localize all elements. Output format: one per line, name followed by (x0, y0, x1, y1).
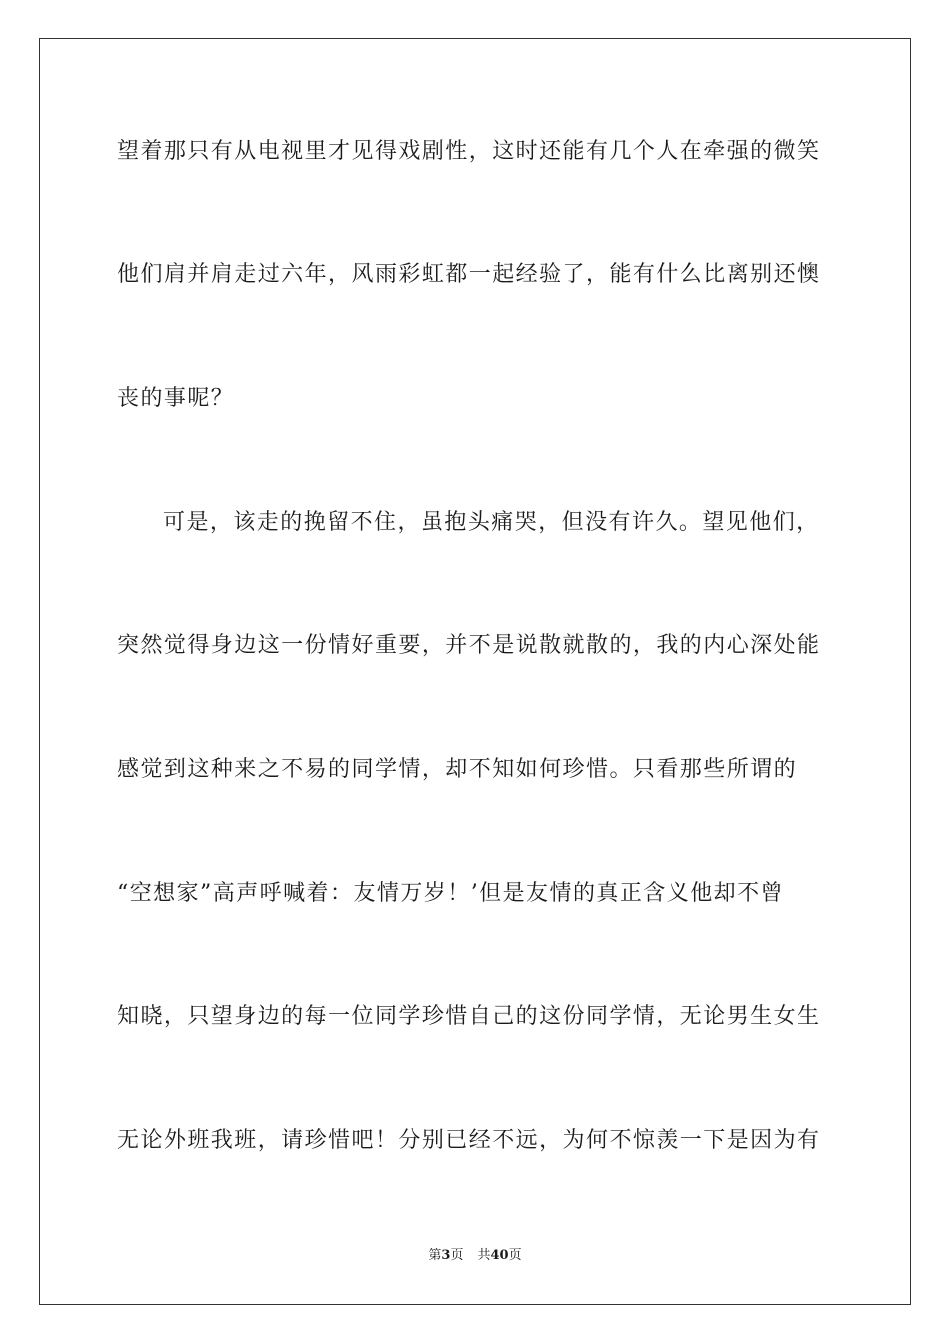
total-prefix: 共 (477, 1248, 491, 1263)
text-line: 知晓，只望身边的每一位同学珍惜自己的这份同学情，无论男生女生 (117, 1004, 821, 1029)
total-suffix: 页 (508, 1248, 522, 1263)
page-number: 3 (441, 1248, 451, 1263)
page-prefix: 第 (428, 1248, 442, 1263)
text-line: “空想家”高声呼喊着：友情万岁！’但是友情的真正含义他却不曾 (117, 881, 784, 906)
text-line: 无论外班我班，请珍惜吧！分别已经不远，为何不惊羡一下是因为有 (117, 1128, 821, 1153)
text-line: 望着那只有从电视里才见得戏剧性，这时还能有几个人在牵强的微笑 (117, 139, 821, 164)
text-line: 丧的事呢？ (117, 386, 235, 411)
page-suffix: 页 (450, 1248, 464, 1263)
total-pages: 40 (490, 1248, 509, 1263)
page-border (39, 38, 911, 1305)
text-line: 他们肩并肩走过六年，风雨彩虹都一起经验了，能有什么比离别还懊 (117, 262, 821, 287)
text-line: 感觉到这种来之不易的同学情，却不知如何珍惜。只看那些所谓的 (117, 757, 798, 782)
page-footer (0, 1247, 950, 1265)
text-line: 突然觉得身边这一份情好重要，并不是说散就散的，我的内心深处能 (117, 633, 821, 658)
paragraph-start-line: 可是，该走的挽留不住，虽抱头痛哭，但没有许久。望见他们， (163, 510, 820, 535)
